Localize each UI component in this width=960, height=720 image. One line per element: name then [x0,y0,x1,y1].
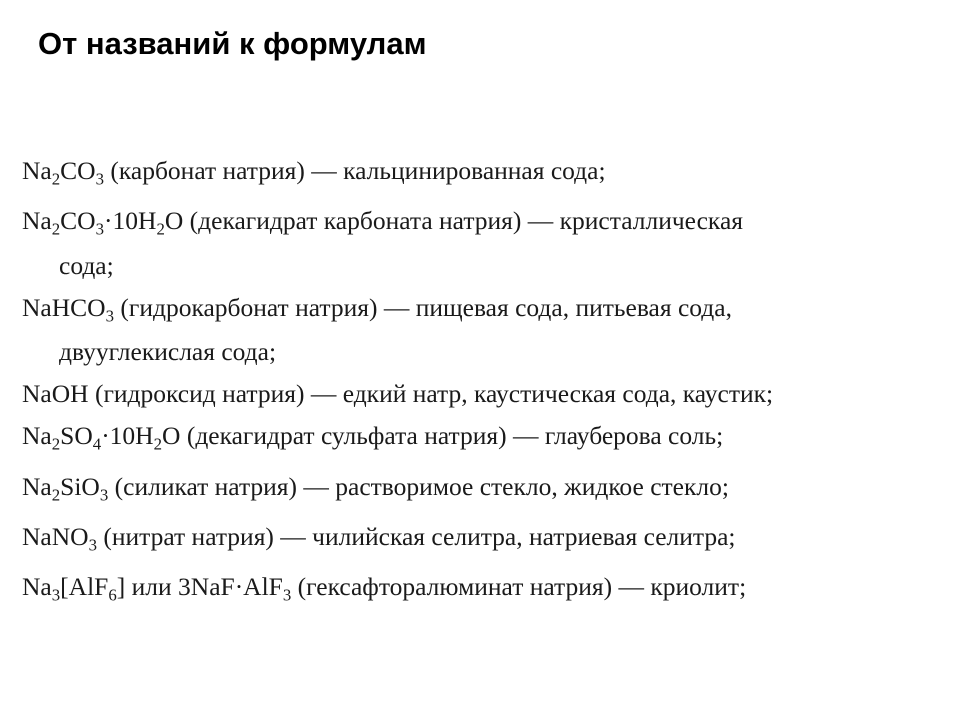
compound-description: (карбонат натрия) — кальцинированная сода; [110,156,606,185]
list-item [22,150,942,200]
compound-description: (нитрат натрия) — чилийская селитра, натриевая селитра; [103,521,736,551]
slide-title: От названий к формулам [38,26,427,61]
compound-description: (гидроксид натрия) — едкий натр, каустическая сода, каустик; [94,379,774,409]
chemical-formula: NaNO$_3$ [22,521,97,555]
formula-list [22,150,942,617]
compound-description: (декагидрат карбоната натрия) — кристаллическая [189,206,743,236]
compound-description: (декагидрат сульфата натрия) — глауберова соль; [186,421,724,451]
list-item [22,373,942,415]
list-item [22,415,942,465]
list-item [22,516,942,566]
chemical-formula: $Na_2SO_4\cdot 10H_2O$ [22,421,181,454]
list-item [22,466,942,516]
compound-description: (силикат натрия) — растворимое стекло, жидкое стекло; [114,471,729,501]
list-item-continuation: двууглекислая сода; [59,337,277,367]
chemical-formula: $Na_2SiO_3$ [22,471,109,504]
chemical-formula: $Na_2CO_3$ [22,156,105,189]
chemical-formula: $Na_3[AlF_6]$ или 3NaF·AlF$_3$ [22,572,292,605]
compound-description: (гексафторалюминат натрия) — криолит; [297,572,747,602]
chemical-formula: NaOH [22,379,89,409]
chemical-formula: NaHCO$_3$ [22,292,114,326]
list-item [22,200,942,250]
chemical-formula: $Na_2CO_3\cdot 10H_2O$ [22,206,184,239]
list-item [22,287,942,337]
list-item [22,566,942,616]
compound-description: (гидрокарбонат натрия) — пищевая сода, питьевая сода, [120,292,732,322]
list-item-continuation: сода; [59,250,114,280]
